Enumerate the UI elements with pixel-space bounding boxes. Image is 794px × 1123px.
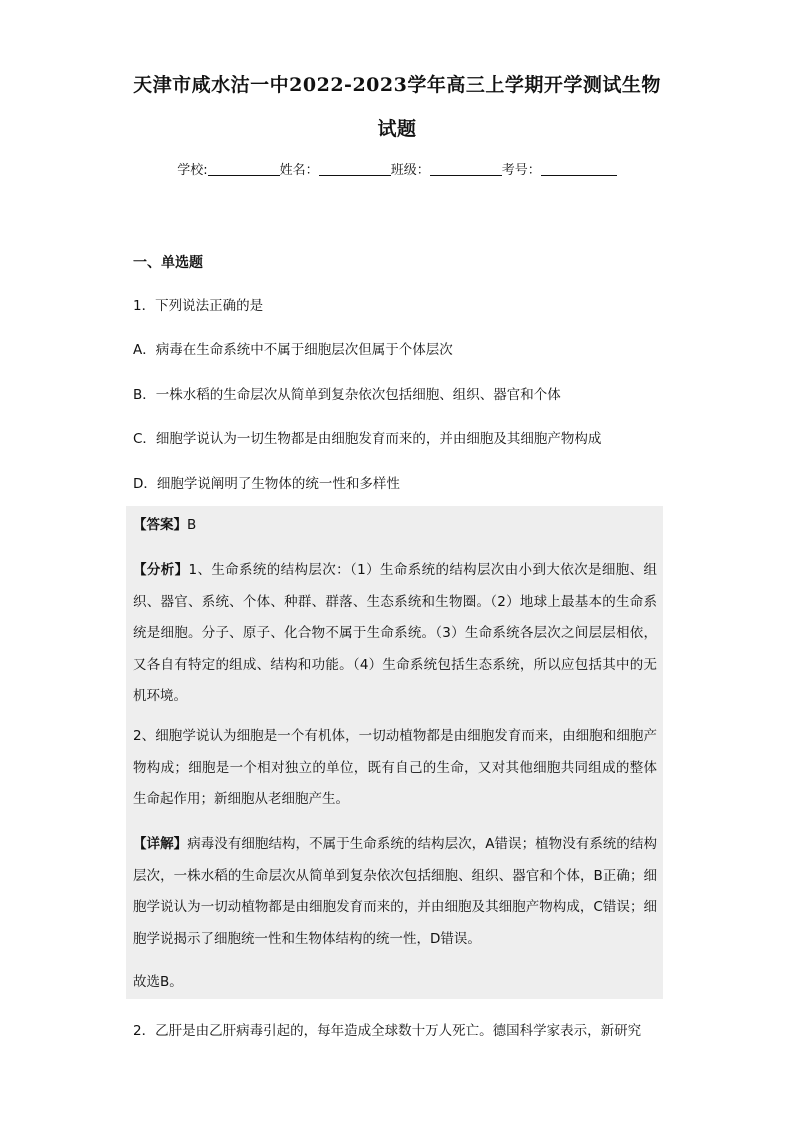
name-label: 姓名： (279, 163, 319, 178)
name-blank (319, 161, 391, 176)
answer-line (133, 510, 657, 542)
analysis-point2: 2、细胞学说认为细胞是一个有机体，一切动植物都是由细胞发育而来，由细胞和细胞产物构成；细胞是一个相对独立的单位，既有自己的生命，又对其他细胞共同组成的整体生命起作用；新细胞从老细胞产生。 (133, 728, 657, 807)
question1-stem: 1．下列说法正确的是 (133, 298, 264, 314)
answer-value: B (187, 517, 197, 533)
option-c: C．细胞学说认为一切生物都是由细胞发育而来的，并由细胞及其细胞产物构成 (133, 431, 602, 447)
school-blank (208, 161, 280, 176)
option-a: A．病毒在生命系统中不属于细胞层次但属于个体层次 (133, 342, 453, 358)
document-title-line2: 试题 (377, 118, 417, 140)
student-info-row (0, 159, 794, 178)
detail-tag: 【详解】 (133, 836, 188, 852)
exam-no-blank (541, 161, 617, 176)
analysis-tag: 【分析】 (133, 562, 189, 578)
document-title-line1: 天津市咸水沽一中2022-2023学年高三上学期开学测试生物 (133, 74, 661, 96)
class-blank (430, 161, 502, 176)
question2-stem: 2．乙肝是由乙肝病毒引起的，每年造成全球数十万人死亡。德国科学家表示，新研究 (133, 1023, 642, 1039)
option-d: D．细胞学说阐明了生物体的统一性和多样性 (133, 476, 400, 492)
analysis-paragraph (133, 555, 657, 713)
detail-paragraph (133, 829, 657, 955)
analysis-text: 1、生命系统的结构层次：（1）生命系统的结构层次由小到大依次是细胞、组织、器官、系统、个体、种群、群落、生态系统和生物圈。（2）地球上最基本的生命系统是细胞。分子、原子、化合物不属于生命系统。（3）生命系统各层次之间层层相依，又各自有特定的组成、结构和功能。（4）生命系统包括生态系统，所以应包括其中的无机环境。 (133, 562, 657, 704)
detail-text: 病毒没有细胞结构，不属于生命系统的结构层次，A错误；植物没有系统的结构层次，一株水稻的生命层次从简单到复杂依次包括细胞、组织、器官和个体，B正确；细胞学说认为一切动植物都是由细胞发育而来的，并由细胞及其细胞产物构成，C错误；细胞学说揭示了细胞统一性和生物体结构的统一性，D错误。 (133, 836, 658, 947)
section-heading: 一、单选题 (133, 255, 203, 271)
class-label: 班级： (390, 163, 430, 178)
final-answer: 故选B。 (133, 974, 183, 990)
option-b: B．一株水稻的生命层次从简单到复杂依次包括细胞、组织、器官和个体 (133, 387, 561, 403)
answer-tag: 【答案】 (133, 517, 187, 533)
school-label: 学校: (177, 163, 208, 178)
exam-no-label: 考号： (501, 163, 541, 178)
